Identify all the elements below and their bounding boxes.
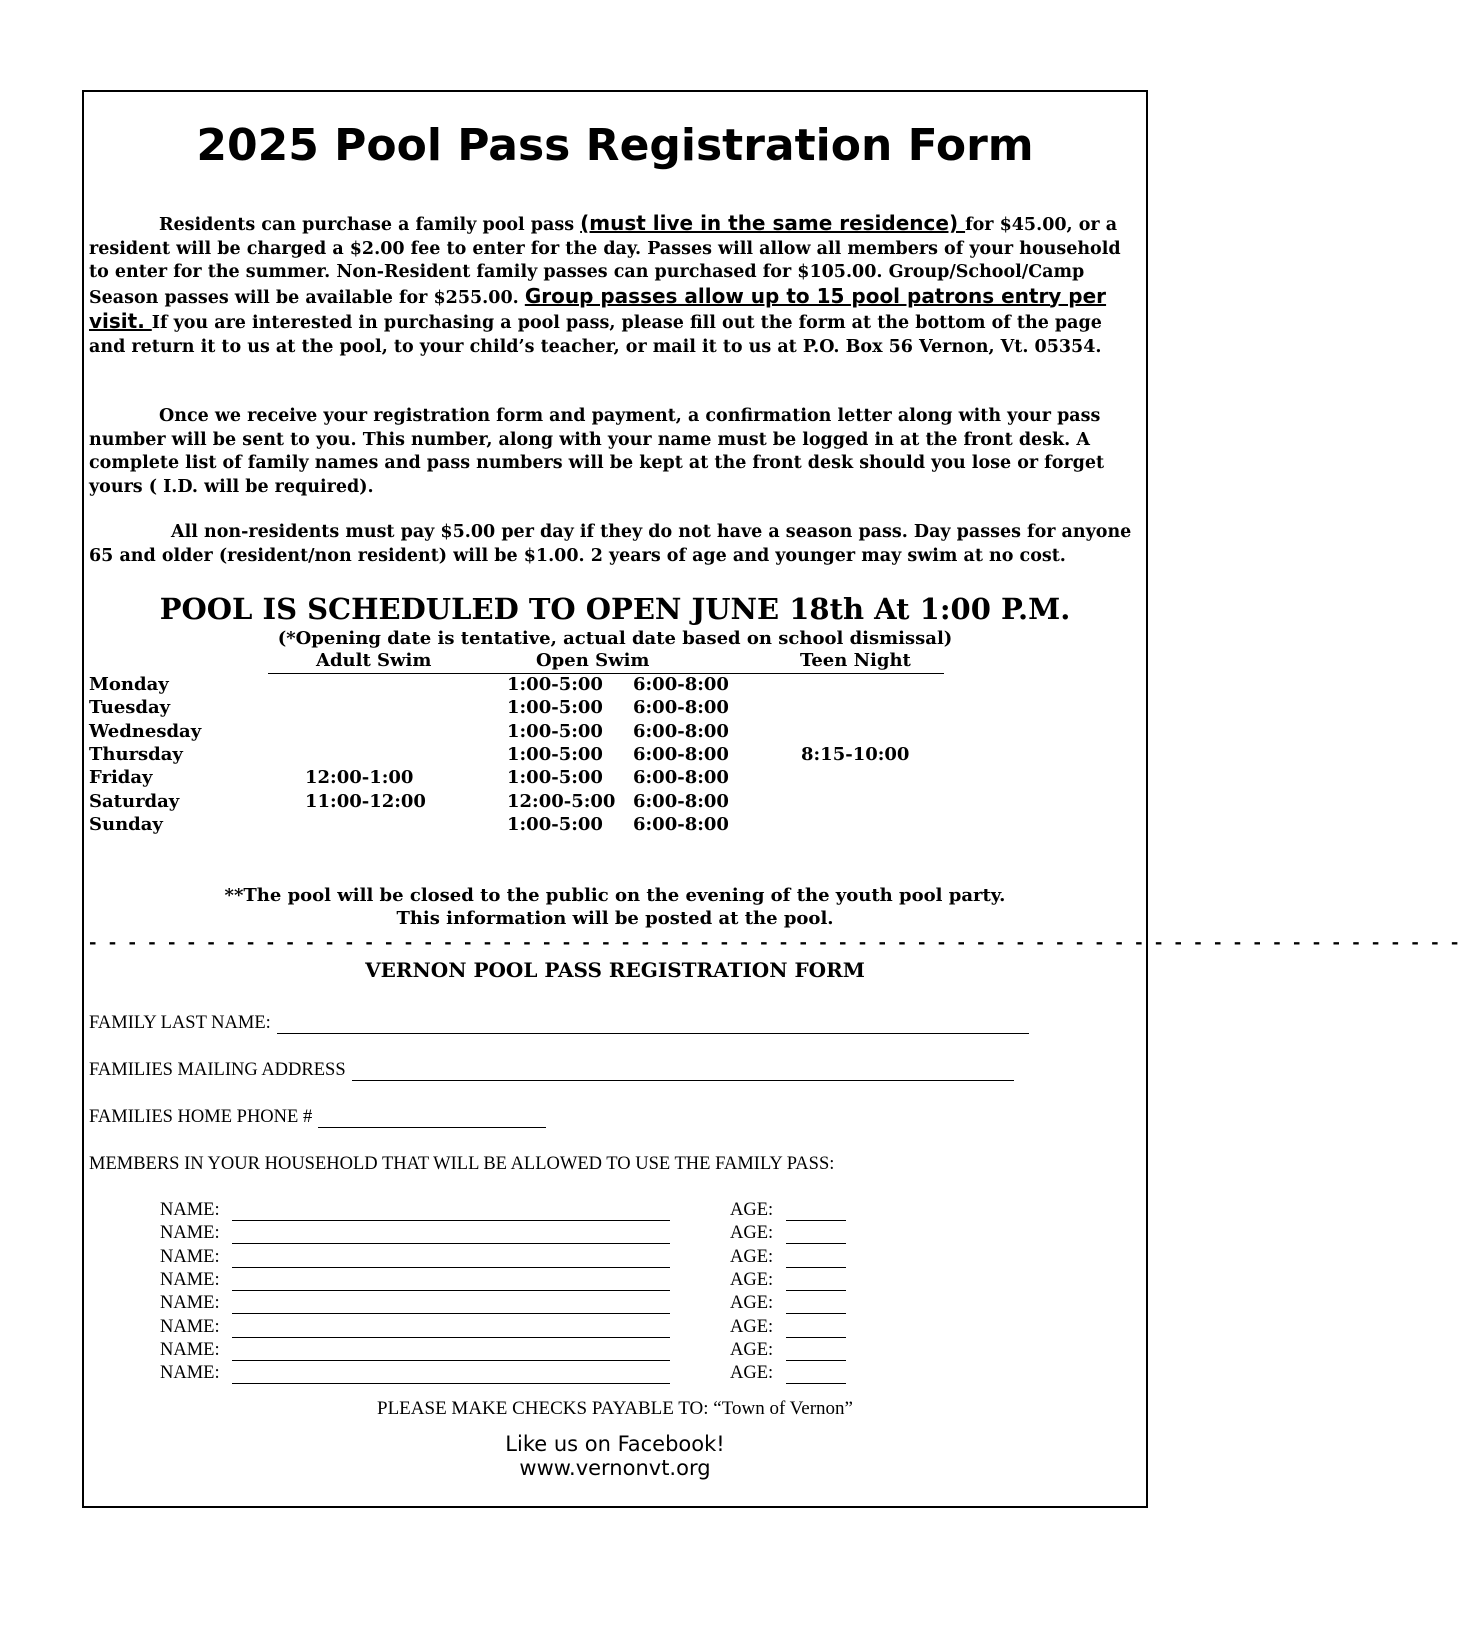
day-cell: Monday — [89, 674, 169, 695]
closed-notice-line-1: **The pool will be closed to the public on the evening of the youth pool party. — [224, 885, 1006, 906]
opening-note: (*Opening date is tentative, actual date based on school dismissal) — [277, 628, 953, 649]
intro-paragraph-2 — [89, 405, 1144, 499]
age-label: AGE: — [730, 1293, 774, 1314]
open-swim-evening-cell: 6:00-8:00 — [633, 697, 729, 719]
name-input-line[interactable] — [232, 1342, 670, 1361]
age-input-line[interactable] — [786, 1295, 846, 1314]
members-label-text: MEMBERS IN YOUR HOUSEHOLD THAT WILL BE ALLOWED TO USE THE FAMILY PASS: — [89, 1154, 835, 1174]
family-last-name-label: FAMILY LAST NAME: — [89, 1013, 271, 1033]
opening-headline: POOL IS SCHEDULED TO OPEN JUNE 18th At 1:00 P.M. — [159, 592, 1071, 626]
open-swim-cell: 12:00-5:00 — [507, 790, 616, 812]
open-swim-cell: 1:00-5:00 — [507, 767, 603, 789]
name-label: NAME: — [160, 1339, 220, 1360]
intro-text-a: Residents can purchase a family pool pass — [159, 215, 581, 235]
mailing-address-line[interactable] — [352, 1062, 1014, 1081]
name-input-line[interactable] — [232, 1202, 670, 1221]
age-input-line[interactable] — [786, 1365, 846, 1384]
intro-text-p2: Once we receive your registration form and payment, a confirmation letter along with your pass number will be sent to you. This number, along with your name must be logged in at the front desk. A complete list of family names and pass numbers will be kept at the front desk should you lose or forget yours ( I.D. will be required). — [89, 406, 1105, 497]
age-label: AGE: — [730, 1246, 774, 1267]
day-cell: Sunday — [89, 813, 163, 835]
day-cell: Thursday — [89, 743, 183, 765]
name-input-line[interactable] — [232, 1225, 670, 1244]
name-input-line[interactable] — [232, 1295, 670, 1314]
open-swim-evening-cell: 6:00-8:00 — [633, 720, 729, 742]
name-label: NAME: — [160, 1316, 220, 1337]
family-last-name-field[interactable] — [89, 1013, 1029, 1034]
age-input-line[interactable] — [786, 1272, 846, 1291]
closed-notice — [82, 884, 1148, 930]
intro-text-p3: All non-residents must pay $5.00 per day if they do not have a season pass. Day passes for anyone 65 and older (resident/non resident) will be $1.00. 2 years of age and younger may swim at no cost. — [89, 522, 1132, 566]
intro-text-c: If you are interested in purchasing a pool pass, please fill out the form at the bottom of the page and return it to us at the pool, to your child’s teacher, or mail it to us at P.O. Box 56 Vernon, Vt. 05354. — [89, 313, 1102, 357]
open-swim-cell: 1:00-5:00 — [507, 697, 603, 719]
name-input-line[interactable] — [232, 1365, 670, 1384]
intro-paragraph-3 — [89, 521, 1144, 568]
adult-swim-cell: 12:00-1:00 — [305, 767, 414, 789]
header-teen-night: Teen Night — [800, 650, 911, 671]
family-last-name-line[interactable] — [277, 1015, 1029, 1034]
age-input-line[interactable] — [786, 1319, 846, 1338]
open-swim-evening-cell: 6:00-8:00 — [633, 813, 729, 835]
facebook-text: Like us on Facebook! — [505, 1432, 725, 1456]
intro-paragraph-1 — [89, 212, 1144, 359]
age-label: AGE: — [730, 1339, 774, 1360]
name-label: NAME: — [160, 1269, 220, 1290]
day-cell: Tuesday — [89, 697, 171, 719]
age-label: AGE: — [730, 1200, 774, 1220]
cut-line-divider: - - - - - - - - - - - - - - - - - - - - - - - - - - - - - - - - - - - - - - - - - - - - - - - - - - - - - - - - - - - - - - - - - - - - - - — [89, 932, 1461, 953]
name-input-line[interactable] — [232, 1249, 670, 1268]
day-cell: Wednesday — [89, 720, 202, 742]
age-label: AGE: — [730, 1363, 774, 1384]
mailing-address-label: FAMILIES MAILING ADDRESS — [89, 1060, 346, 1080]
age-input-line[interactable] — [786, 1342, 846, 1361]
home-phone-line[interactable] — [318, 1109, 546, 1128]
closed-notice-line-2: This information will be posted at the pool. — [396, 908, 834, 929]
name-label: NAME: — [160, 1293, 220, 1314]
footer — [82, 1432, 1148, 1480]
name-input-line[interactable] — [232, 1319, 670, 1338]
age-label: AGE: — [730, 1223, 774, 1244]
website-link[interactable]: www.vernonvt.org — [519, 1456, 711, 1480]
form-title: VERNON POOL PASS REGISTRATION FORM — [365, 958, 865, 982]
day-cell: Friday — [89, 767, 153, 789]
checks-payable-note: PLEASE MAKE CHECKS PAYABLE TO: “Town of Vernon” — [377, 1398, 853, 1419]
intro-underline-residence: (must live in the same residence) — [580, 211, 966, 235]
open-swim-cell: 1:00-5:00 — [507, 743, 603, 765]
name-label: NAME: — [160, 1223, 220, 1244]
home-phone-field[interactable] — [89, 1107, 546, 1128]
page-title: 2025 Pool Pass Registration Form — [196, 120, 1034, 171]
header-open-swim: Open Swim — [536, 650, 650, 671]
open-swim-cell: 1:00-5:00 — [507, 720, 603, 742]
day-cell: Saturday — [89, 790, 180, 812]
name-label: NAME: — [160, 1363, 220, 1384]
age-input-line[interactable] — [786, 1225, 846, 1244]
intro-text-b: for $45.00, or a resident will be charged a $2.00 fee to enter for the day. Passes will allow all members of your household to enter for the summer. Non-Resident family passes can purchased for $105.00. Group/School/Camp Season passes will be available for $255.00. — [89, 215, 1121, 308]
name-input-line[interactable] — [232, 1272, 670, 1291]
open-swim-evening-cell: 6:00-8:00 — [633, 674, 729, 695]
members-label — [89, 1154, 834, 1175]
header-adult-swim: Adult Swim — [316, 650, 432, 671]
name-label: NAME: — [160, 1200, 220, 1220]
mailing-address-field[interactable] — [89, 1060, 1014, 1081]
age-input-line[interactable] — [786, 1249, 846, 1268]
adult-swim-cell: 11:00-12:00 — [305, 790, 426, 812]
open-swim-evening-cell: 6:00-8:00 — [633, 790, 729, 812]
open-swim-evening-cell: 6:00-8:00 — [633, 743, 729, 765]
age-label: AGE: — [730, 1269, 774, 1290]
open-swim-evening-cell: 6:00-8:00 — [633, 767, 729, 789]
intro-underline-group: Group passes allow up to 15 pool patrons entry per visit. — [89, 283, 1107, 333]
open-swim-cell: 1:00-5:00 — [507, 813, 603, 835]
schedule-header-rule — [268, 673, 944, 674]
name-label: NAME: — [160, 1246, 220, 1267]
home-phone-label: FAMILIES HOME PHONE # — [89, 1107, 313, 1127]
age-label: AGE: — [730, 1316, 774, 1337]
teen-night-cell: 8:15-10:00 — [801, 743, 910, 765]
age-input-line[interactable] — [786, 1202, 846, 1221]
open-swim-cell: 1:00-5:00 — [507, 674, 603, 695]
